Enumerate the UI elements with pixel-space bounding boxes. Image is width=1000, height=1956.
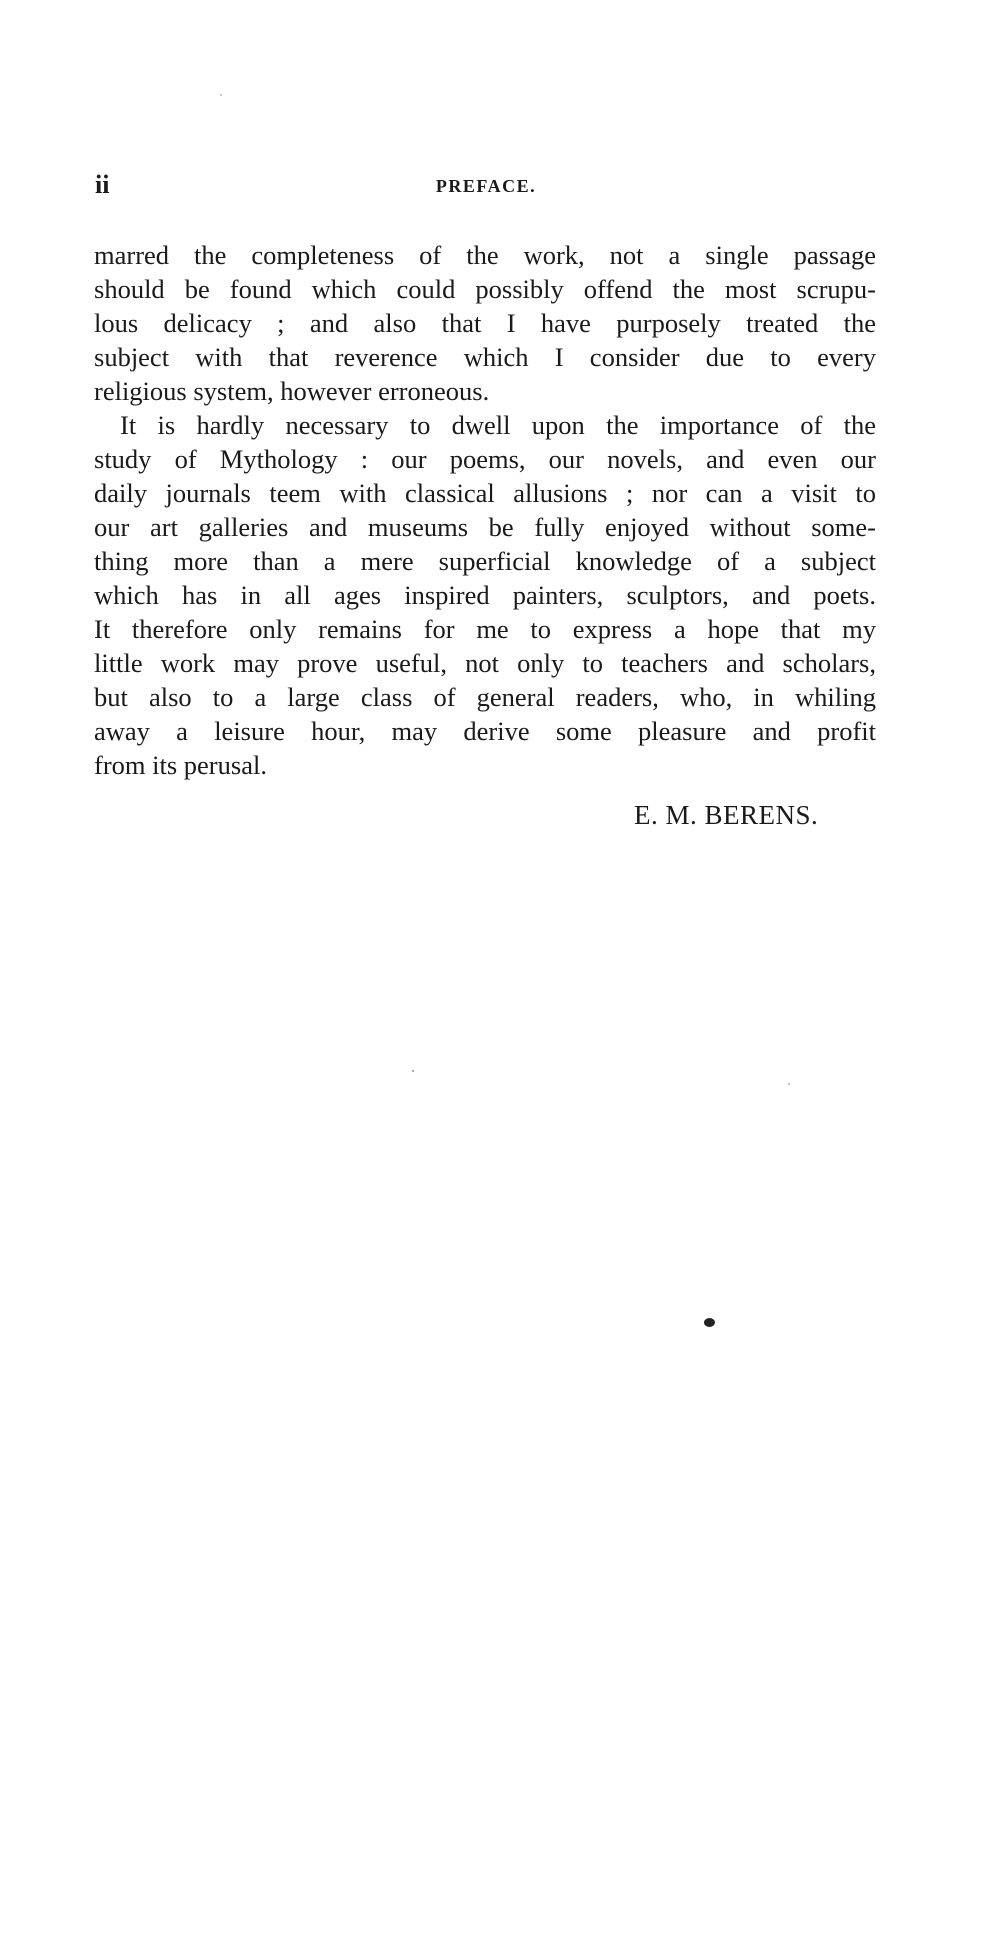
text-line: marred the completeness of the work, not a single passage: [94, 240, 876, 270]
paragraph-1: [94, 238, 876, 408]
text-line: daily journals teem with classical allusions ; nor can a visit to: [94, 478, 876, 508]
page-number: ii: [95, 170, 110, 199]
running-title: PREFACE.: [435, 176, 537, 196]
running-head: [95, 170, 877, 200]
ink-speck: [220, 94, 222, 96]
author-signature: E. M. BERENS.: [634, 800, 819, 830]
ink-speck: [788, 1083, 790, 1085]
text-line: It therefore only remains for me to express a hope that my: [94, 614, 876, 644]
text-line: religious system, however erroneous.: [94, 376, 490, 406]
text-line: It is hardly necessary to dwell upon the importance of the: [120, 410, 876, 440]
text-line: which has in all ages inspired painters, sculptors, and poets.: [94, 580, 876, 610]
ink-speck: [412, 1070, 414, 1072]
text-line: our art galleries and museums be fully enjoyed without some-: [94, 512, 876, 542]
paragraph-2: [94, 408, 876, 782]
preface-body: [94, 238, 876, 782]
text-line: should be found which could possibly offend the most scrupu-: [94, 274, 876, 304]
text-line: but also to a large class of general readers, who, in whiling: [94, 682, 876, 712]
text-line: lous delicacy ; and also that I have purposely treated the: [94, 308, 876, 338]
text-line: from its perusal.: [94, 750, 267, 780]
text-line: little work may prove useful, not only to teachers and scholars,: [94, 648, 876, 678]
text-line: subject with that reverence which I consider due to every: [94, 342, 876, 372]
text-line: away a leisure hour, may derive some pleasure and profit: [94, 716, 876, 746]
text-line: thing more than a mere superficial knowledge of a subject: [94, 546, 876, 576]
text-line: study of Mythology : our poems, our novels, and even our: [94, 444, 876, 474]
ink-speck: [704, 1318, 715, 1327]
